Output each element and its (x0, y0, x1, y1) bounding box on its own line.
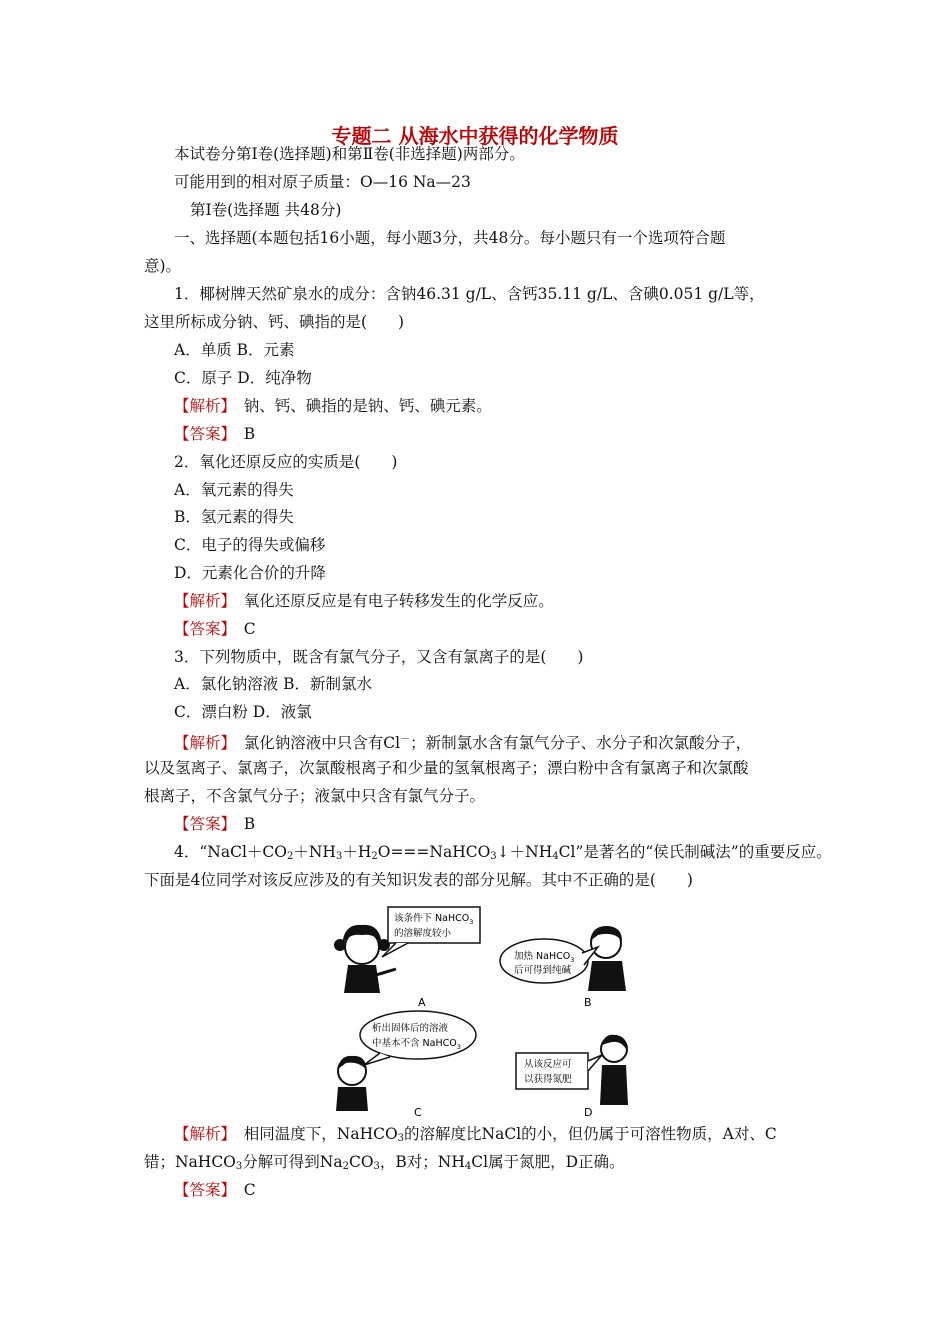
q1-options-ab: A．单质 B．元素 (174, 341, 295, 359)
label-b: B (584, 996, 592, 1009)
student-a-figure (334, 925, 396, 993)
student-d-figure (600, 1035, 628, 1105)
q4-analysis-line-2: 错；NaHCO$_3$分解可得到$Na_2CO_3$，B对；$NH_4Cl$属于氮肥，D正确。 (144, 1153, 625, 1172)
bubble-c (360, 1011, 476, 1065)
intro-line-1: 本试卷分第Ⅰ卷(选择题)和第Ⅱ卷(非选择题)两部分。 (174, 145, 525, 163)
analysis-tag: 【解析】 (174, 397, 229, 415)
analysis-tag: 【解析】 (174, 1125, 229, 1143)
answer-tag: 【答案】 (174, 1181, 229, 1199)
svg-text:的溶解度较小: 的溶解度较小 (394, 928, 452, 939)
q4-figure (330, 905, 630, 1120)
part-heading-line-1: 一、选择题(本题包括16小题，每小题3分，共48分。每小题只有一个选项符合题 (174, 229, 726, 247)
q2-option-d: D．元素化合价的升降 (174, 564, 326, 582)
analysis-tag: 【解析】 (174, 734, 229, 752)
q4-equation-line: 4．“$NaCl+CO_2+NH_3+H_2O===NaHCO_3↓+NH_4Cl$”是著名的“侯氏制碱法”的重要反应。 (174, 843, 832, 862)
q1-options-cd: C．原子 D．纯净物 (174, 369, 312, 387)
q2-answer-value: C (243, 620, 256, 638)
q3-answer (174, 814, 255, 834)
analysis-tag: 【解析】 (174, 592, 229, 610)
svg-text:中基本不含 NaHCO3: 中基本不含 NaHCO$_3$ (372, 1038, 461, 1051)
q4-answer-value: C (243, 1181, 256, 1199)
q3-stem: 3．下列物质中，既含有氯气分子，又含有氯离子的是( ) (174, 648, 584, 666)
bubble-b (500, 939, 598, 983)
answer-tag: 【答案】 (174, 815, 229, 833)
page-title: 专题二 从海水中获得的化学物质 (331, 124, 619, 148)
q1-stem-line-2: 这里所标成分钠、钙、碘指的是( ) (144, 313, 405, 331)
section-heading: 第Ⅰ卷(选择题 共48分) (190, 201, 342, 219)
student-c-figure (336, 1056, 368, 1111)
bubble-a (382, 907, 480, 957)
q4-answer (174, 1180, 256, 1200)
q2-stem: 2．氧化还原反应的实质是( ) (174, 453, 398, 471)
q4-stem-line-2: 下面是4位同学对该反应涉及的有关知识发表的部分见解。其中不正确的是( ) (144, 871, 693, 889)
answer-tag: 【答案】 (174, 425, 229, 443)
answer-tag: 【答案】 (174, 620, 229, 638)
q2-option-b: B．氢元素的得失 (174, 508, 294, 526)
q2-analysis-text: 氧化还原反应是有电子转移发生的化学反应。 (243, 592, 554, 610)
svg-text:析出固体后的溶液: 析出固体后的溶液 (372, 1023, 449, 1034)
q3-analysis-line-2: 以及氢离子、氯离子，次氯酸根离子和少量的氢氧根离子；漂白粉中含有氯离子和次氯酸 (144, 759, 749, 777)
q2-option-a: A．氧元素的得失 (174, 481, 294, 499)
q2-answer (174, 619, 256, 639)
q1-answer-value: B (243, 425, 256, 443)
q1-analysis-text: 钠、钙、碘指的是钠、钙、碘元素。 (243, 397, 492, 415)
svg-text:后可得到纯碱: 后可得到纯碱 (514, 965, 572, 976)
part-heading-line-2: 意)。 (144, 257, 182, 275)
q1-stem-line-1: 1．椰树牌天然矿泉水的成分：含钠46.31 g/L、含钙35.11 g/L、含碘0.051 g/L等， (174, 285, 765, 303)
label-a: A (418, 996, 426, 1009)
label-d: D (584, 1106, 593, 1119)
q3-answer-value: B (243, 815, 256, 833)
svg-text:从该反应可: 从该反应可 (524, 1059, 572, 1070)
label-c: C (414, 1106, 422, 1119)
q1-analysis (174, 396, 492, 416)
q1-answer (174, 424, 255, 444)
svg-text:该条件下 NaHCO3: 该条件下 NaHCO$_3$ (394, 913, 474, 926)
q2-option-c: C．电子的得失或偏移 (174, 536, 326, 554)
student-b-figure (588, 926, 626, 991)
q2-analysis (174, 591, 554, 611)
svg-text:以获得氮肥: 以获得氮肥 (524, 1074, 572, 1085)
q3-options-cd: C．漂白粉 D．液氯 (174, 703, 312, 721)
intro-line-2: 可能用到的相对原子质量：O—16 Na—23 (174, 173, 471, 191)
q4-analysis-line-1: 【解析】 相同温度下，NaHCO$_3$的溶解度比NaCl的小，但仍属于可溶性物质，A对、C (174, 1125, 777, 1144)
q3-options-ab: A．氯化钠溶液 B．新制氯水 (174, 675, 373, 693)
q3-analysis-line-3: 根离子，不含氯气分子；液氯中只含有氯气分子。 (144, 787, 486, 805)
q3-analysis-line-1: 【解析】 氯化钠溶液中只含有Cl－；新制氯水含有氯气分子、水分子和次氯酸分子， (174, 734, 752, 752)
bubble-d (516, 1053, 602, 1089)
svg-text:加热 NaHCO3: 加热 NaHCO$_3$ (514, 951, 575, 964)
